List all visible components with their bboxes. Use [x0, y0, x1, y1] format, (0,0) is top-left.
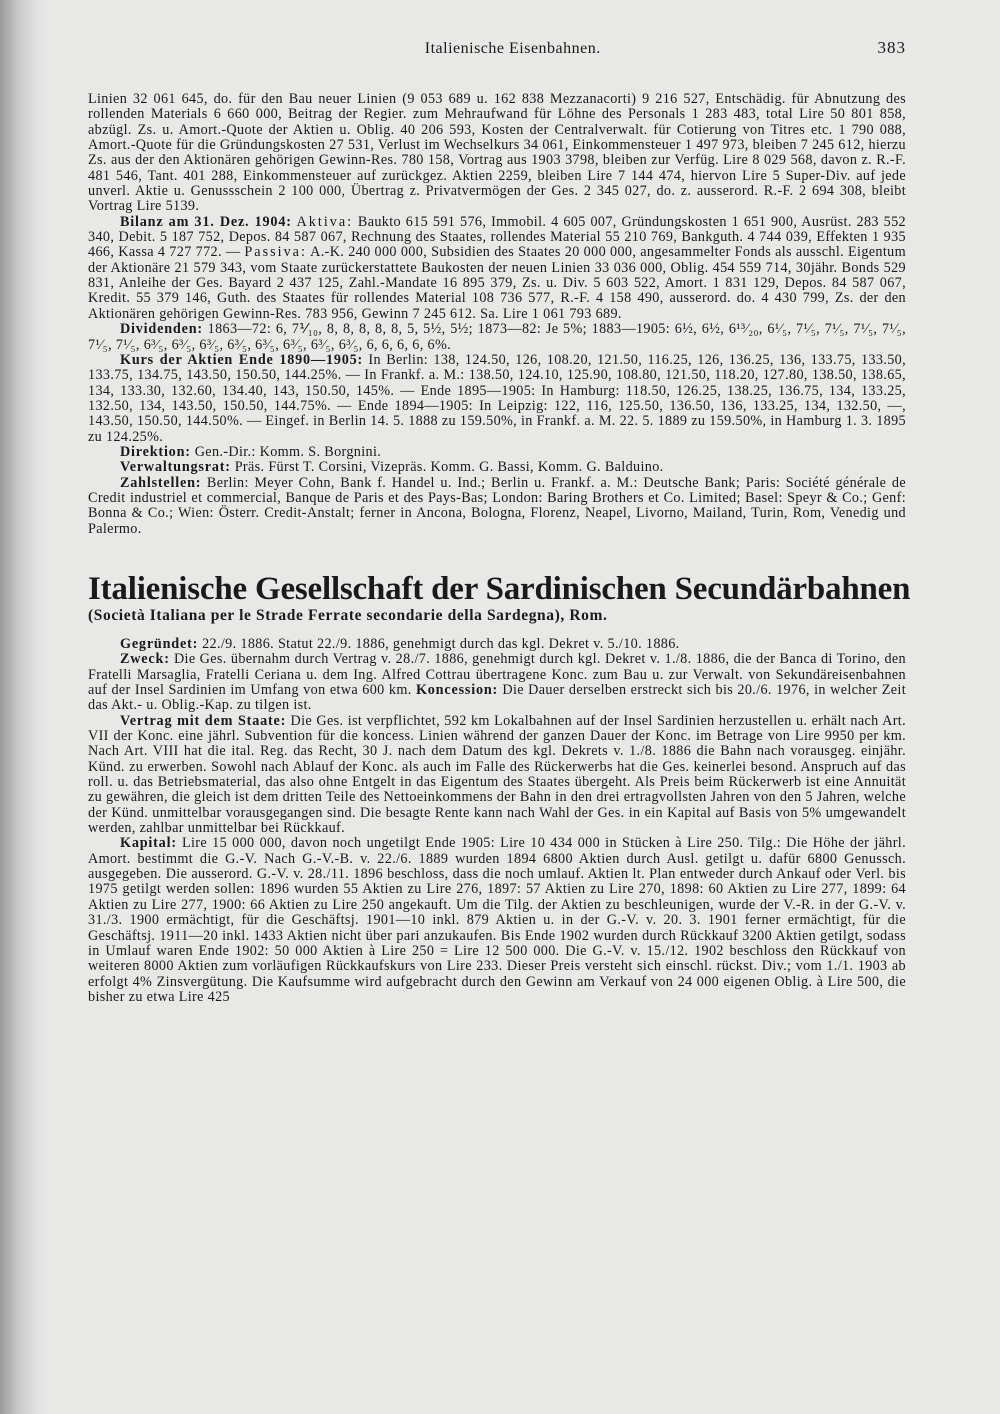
direktion-paragraph [88, 445, 906, 460]
zahlstellen-paragraph [88, 476, 906, 537]
running-title: Italienische Eisenbahnen. [424, 40, 601, 57]
zahlstellen-label: Zahlstellen: [120, 474, 202, 491]
passiva-label: Passiva: [244, 244, 307, 261]
verwaltungsrat-text: Präs. Fürst T. Corsini, Vizepräs. Komm. G. Bassi, Komm. G. Balduino. [234, 459, 664, 476]
income-text: Linien 32 061 645, do. für den Bau neuer Linien (9 053 689 u. 162 838 Mezzanacorti) 9 216 527, Entschädig. für Abnutzung des rollenden Materials 6 660 000, Beitrag der Regier. zum Mehraufwand für Löhne des Personals 1 283 483, total Lire 50 801 858, abzügl. Zs. u. Amort.-Quote der Aktien u. Oblig. 40 206 593, Kosten der Centralverwalt. für Cotierung von Titres etc. 1 790 088, Amort.-Quote für die Gründungskosten 27 531, Verlust im Wechselkurs 34 061, Einkommensteuer 1 497 973, bleiben 7 245 612, hierzu Zs. aus der den Aktionären gehörigen Gewinn-Res. 780 158, Vortrag aus 1903 3798, bleiben zur Verfüg. Lire 8 029 568, davon z. R.-F. 481 546, Tant. 401 288, Einkommensteuer auf zurückgez. Aktien 2259, bleiben Lire 7 144 474, hiervon Lire 5 Super-Div. auf jede unverl. Aktie u. Genussschein 2 100 000, Übertrag z. Privatvermögen der Ges. 2 345 027, do. z. ausserord. R.-F. 2 694 308, bleibt Vortrag Lire 5139. [88, 91, 906, 215]
company-subtitle: (Società Italiana per le Strade Ferrate secondarie della Sardegna), Rom. [88, 606, 608, 624]
running-header [88, 40, 906, 92]
document-page [88, 38, 911, 1400]
kurs-label: Kurs der Aktien Ende 1890—1905: [120, 351, 364, 368]
direktion-text: Gen.-Dir.: Komm. S. Borgnini. [194, 443, 382, 460]
dividenden-paragraph [88, 322, 906, 353]
kapital-paragraph [88, 836, 906, 1005]
gegruendet-label: Gegründet: [120, 635, 199, 652]
gegruendet-paragraph [88, 637, 906, 652]
page-number: 383 [877, 38, 906, 57]
zahlstellen-text: Berlin: Meyer Cohn, Bank f. Handel u. Ind.; Berlin u. Frankf. a. M.: Deutsche Bank; Paris: Société générale de Credit industriel et commercial, Banque de Paris et des Pays-Bas; London: Baring Brothers et Co. Limited; Basel: Speyr & Co.; Genf: Bonna & Co.; Wien: Österr. Credit-Anstalt; ferner in Ancona, Bologna, Florenz, Neapel, Livorno, Mailand, Turin, Rom, Venedig und Palermo. [88, 474, 906, 537]
company-title: Italienische Gesellschaft der Sardinischen Secundärbahnen [88, 570, 911, 607]
zweck-paragraph [88, 652, 906, 713]
zweck-text: Die Ges. übernahm durch Vertrag v. 28./7. 1886, genehmigt durch kgl. Dekret v. 1./8. 1886, die der Banca di Torino, den Fratelli Marsaglia, Fratelli Ceriana u. dem Ing. Alfred Cottrau übertragene Konc. zum Bau u. zur Verwalt. von Sekundäreisenbahnen auf der Insel Sardinien im Umfang von etwa 600 km. [88, 651, 906, 698]
kapital-text: Lire 15 000 000, davon noch ungetilgt Ende 1905: Lire 10 434 000 in Stücken à Lire 250. Tilg.: Die Höhe der jährl. Amort. bestimmt die G.-V. Nach G.-V.-B. v. 22./6. 1889 wurden 1894 6800 Aktien durch Ausl. getilgt u. dafür 6800 Genussch. ausgegeben. Die ausserord. G.-V. v. 28./11. 1896 beschloss, dass die noch umlauf. Aktien lt. Plan entweder durch Ankauf oder Verl. bis 1975 getilgt werden sollen: 1896 wurden 55 Aktien zu Lire 276, 1897: 57 Aktien zu Lire 270, 1898: 60 Aktien zu Lire 277, 1899: 64 Aktien zu Lire 277, 1900: 66 Aktien zu Lire 250 angekauft. Um die Tilg. der Aktien zu beschleunigen, wurde der V.-R. in der G.-V. v. 31./3. 1900 ermächtigt, für die Geschäftsj. 1901—10 inkl. 879 Aktien u. in der G.-V. v. 20. 3. 1901 ferner ermächtigt, für die Geschäftsj. 1911—20 inkl. 1433 Aktien nicht über pari anzukaufen. Bis Ende 1902 wurden durch Rückkauf 3200 Aktien getilgt, sodass in Umlauf waren Ende 1902: 50 000 Aktien à Lire 250 = Lire 12 500 000. Die G.-V. v. 15./12. 1902 beschloss den Rückkauf von weiteren 8000 Aktien zum vorläufigen Rückkaufskurs von Lire 233. Dieser Preis versteht sich einschl. rückst. Div.; vom 1./1. 1903 ab erfolgt 4% Zinsvergütung. Die Kaufsumme wird aufgebracht durch den Gewinn am Verkauf von 24 000 eigenen Oblig. à Lire 500, die bisher zu etwa Lire 425 [88, 835, 906, 1005]
aktiva-text: Baukto 615 591 576, Immobil. 4 605 007, Gründungskosten 1 651 900, Ausrüst. 283 552 340, Debit. 5 187 752, Depos. 84 587 067, Rechnung des Staates, rollendes Material 55 210 769, Bankguth. 4 744 039, Effekten 1 935 466, Kassa 4 727 772. — [88, 213, 906, 261]
bilanz-paragraph [88, 215, 906, 322]
kurs-text: In Berlin: 138, 124.50, 126, 108.20, 121.50, 116.25, 126, 136.25, 136, 133.75, 133.50, 133.75, 134.75, 143.50, 150.50, 144.25%. — In Frankf. a. M.: 138.50, 124.10, 125.90, 108.80, 121.50, 118.20, 127.80, 138.50, 138.65, 134, 133.30, 132.60, 134.40, 143, 150.50, 145%. — Ende 1895—1905: In Hamburg: 118.50, 126.25, 138.25, 136.75, 134, 133.25, 132.50, 134, 143.50, 150.50, 144.75%. — Ende 1894—1905: In Leipzig: 122, 116, 125.50, 136.50, 136, 133.25, 134, 132.50, —, 143.50, 150.50, 144.50%. — Eingef. in Berlin 14. 5. 1888 zu 159.50%, in Frankf. a. M. 22. 5. 1889 zu 159.50%, in Hamburg 1. 3. 1895 zu 124.25%. [88, 351, 906, 445]
verwaltungsrat-label: Verwaltungsrat: [120, 459, 231, 476]
gegruendet-text: 22./9. 1886. Statut 22./9. 1886, genehmigt durch das kgl. Dekret v. 5./10. 1886. [202, 635, 680, 652]
direktion-label: Direktion: [120, 443, 191, 460]
bilanz-label: Bilanz am 31. Dez. 1904: [120, 213, 292, 230]
page-edge-shadow [0, 0, 46, 1414]
verwaltungsrat-paragraph [88, 460, 906, 475]
kurs-paragraph [88, 353, 906, 445]
aktiva-label: Aktiva: [296, 213, 354, 230]
income-paragraph [88, 92, 906, 215]
koncession-label: Koncession: [415, 682, 499, 698]
dividenden-label: Dividenden: [120, 321, 203, 338]
kapital-label: Kapital: [120, 835, 177, 852]
vertrag-paragraph [88, 714, 906, 837]
vertrag-text: Die Ges. ist verpflichtet, 592 km Lokalbahnen auf der Insel Sardinien herzustellen u. erhält nach Art. VII der Konc. eine jährl. Subvention für die koncess. Linien während der ganzen Dauer der Konc. im Betrage von Lire 9950 per km. Nach Art. VIII hat die ital. Reg. das Recht, 30 J. nach dem Datum des kgl. Dekrets v. 1./8. 1886 die Bahn nach vorausgeg. einjähr. Künd. zu erwerben. Sowohl nach Ablauf der Konc. als auch im Falle des Rückerwerbs hat die Ges. keinerlei besond. Anspruch auf das roll. u. das Betriebsmaterial, das also ohne Entgelt in das Eigentum des Staates übergeht. Als Preis beim Rückerwerb ist eine Annuität zu gewähren, die gleich ist dem dritten Teile des Nettoeinkommens der Bahn in den drei ertragvollsten Jahren von den 5 Jahren, welche der Künd. unmittelbar vorausgegangen sind. Die besagte Rente kann nach Wahl der Ges. in ein Kapital auf Basis von 5% umgewandelt werden, zahlbar unmittelbar bei Rückkauf. [88, 712, 906, 837]
koncession-text: Die Dauer derselben erstreckt sich bis 20./6. 1976, in welcher Zeit das Akt.- u. Oblig.-Kap. zu tilgen ist. [88, 682, 906, 714]
vertrag-label: Vertrag mit dem Staate: [120, 712, 287, 729]
passiva-text: A.-K. 240 000 000, Subsidien des Staates 20 000 000, angesammelter Fonds als ausschl. Eigentum der Aktionäre 21 579 343, vom Staate zurückerstattete Baukosten der neuen Linien 33 036 000, Oblig. 454 559 714, 30jähr. Bonds 529 831, Anleihe der Ges. Bayard 2 437 125, Zahl.-Mandate 16 895 379, Zs. u. Div. 5 603 522, Amort. 1 831 129, Depos. 84 587 067, Kredit. 55 379 146, Guth. des Staates für rollendes Material 108 736 577, R.-F. 4 158 490, ausserord. do. 4 430 799, Zs. der den Aktionären gehörigen Gewinn-Res. 783 956, Gewinn 7 245 612. Sa. Lire 1 061 793 689. [88, 244, 906, 322]
dividenden-text: 1863—72: 6, 7⅟₁₀, 8, 8, 8, 8, 8, 5, 5½, 5½; 1873—82: Je 5%; 1883—1905: 6½, 6½, 6¹³⁄₂₀, 6¹⁄₅, 7¹⁄₅, 7¹⁄₅, 7¹⁄₅, 7¹⁄₅, 7¹⁄₅, 7¹⁄₅, 6³⁄₅, 6³⁄₅, 6³⁄₅, 6³⁄₅, 6³⁄₅, 6³⁄₅, 6³⁄₅, 6³⁄₅, 6, 6, 6, 6, 6%. [88, 321, 906, 353]
zweck-label: Zweck: [120, 651, 170, 668]
